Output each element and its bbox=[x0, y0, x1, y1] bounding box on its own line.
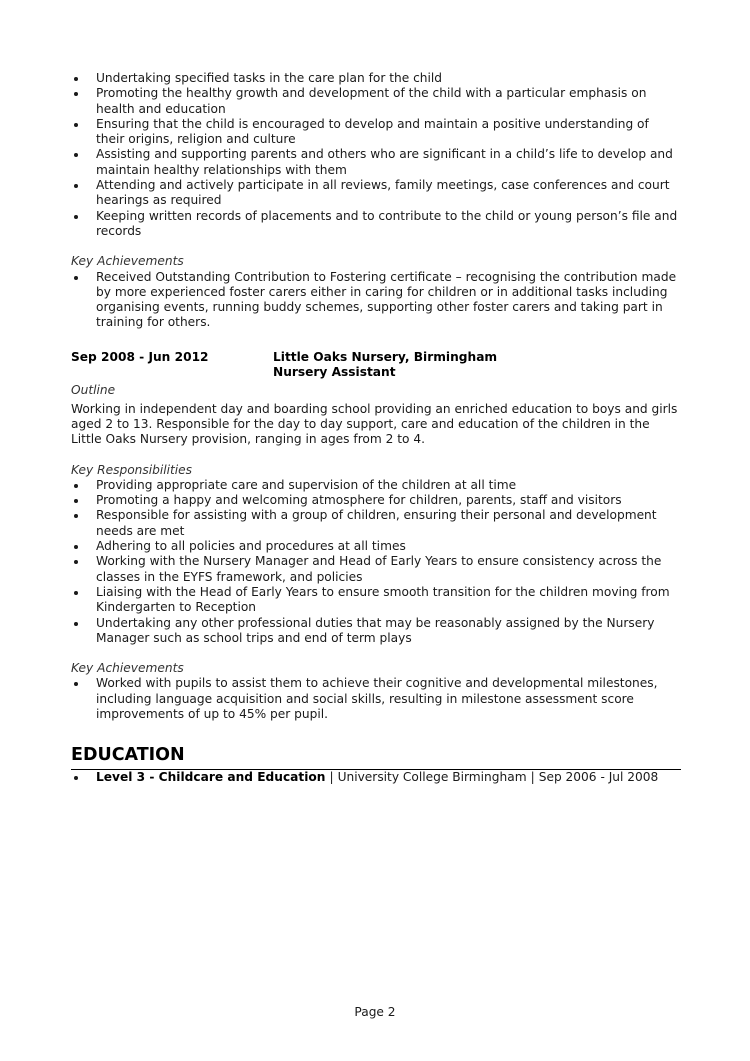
education-list bbox=[71, 770, 681, 785]
education-institution: University College Birmingham bbox=[337, 770, 527, 785]
education-separator: | bbox=[329, 770, 334, 785]
list-item: Liaising with the Head of Early Years to ensure smooth transition for the children moving from Kindergarten to Reception bbox=[71, 585, 681, 616]
prev-job-achievements-heading: Key Achievements bbox=[71, 254, 184, 269]
education-separator: | bbox=[530, 770, 535, 785]
list-item: Responsible for assisting with a group of children, ensuring their personal and development needs are met bbox=[71, 508, 681, 539]
job-achievements-list bbox=[71, 676, 681, 722]
list-item: Providing appropriate care and supervision of the children at all time bbox=[71, 478, 681, 493]
list-item: Undertaking any other professional duties that may be reasonably assigned by the Nursery Manager such as school trips and end of term plays bbox=[71, 616, 681, 647]
job-responsibilities-heading: Key Responsibilities bbox=[71, 462, 193, 477]
list-item: Assisting and supporting parents and others who are significant in a child’s life to develop and maintain healthy relationships with them bbox=[71, 147, 681, 178]
list-item: Promoting the healthy growth and development of the child with a particular emphasis on health and education bbox=[71, 86, 681, 117]
job-dates: Sep 2008 - Jun 2012 bbox=[71, 349, 209, 364]
job-outline-text: Working in independent day and boarding school providing an enriched education to boys and girls aged 2 to 13. Responsible for the day to day support, care and education of the children in the Little Oaks Nursery provision, ranging in ages from 2 to 4. bbox=[71, 401, 678, 447]
list-item: Keeping written records of placements and to contribute to the child or young person’s file and records bbox=[71, 209, 681, 240]
job-achievements-heading: Key Achievements bbox=[71, 661, 184, 676]
job-employer: Little Oaks Nursery, Birmingham bbox=[273, 349, 498, 364]
list-item: Working with the Nursery Manager and Head of Early Years to ensure consistency across the classes in the EYFS framework, and policies bbox=[71, 554, 681, 585]
education-dates: Sep 2006 - Jul 2008 bbox=[538, 770, 659, 785]
job-info bbox=[273, 350, 497, 381]
job-outline-heading: Outline bbox=[71, 383, 116, 398]
job-header bbox=[71, 350, 681, 381]
list-item: Worked with pupils to assist them to achieve their cognitive and developmental milestones, including language acquisition and social skills, resulting in milestone assessment score improvements of up to 45% per pupil. bbox=[71, 676, 681, 722]
list-item: Ensuring that the child is encouraged to develop and maintain a positive understanding of their origins, religion and culture bbox=[71, 117, 681, 148]
prev-job-responsibilities-list bbox=[71, 71, 681, 239]
prev-job-achievements-list bbox=[71, 270, 681, 331]
education-section-title: EDUCATION bbox=[71, 744, 681, 770]
resume-page bbox=[71, 71, 681, 786]
job-title: Nursery Assistant bbox=[273, 365, 396, 380]
education-qualification: Level 3 - Childcare and Education bbox=[96, 770, 326, 785]
education-item bbox=[71, 770, 681, 785]
job-responsibilities-list bbox=[71, 478, 681, 646]
page-number: Page 2 bbox=[354, 1005, 396, 1019]
list-item: Promoting a happy and welcoming atmosphere for children, parents, staff and visitors bbox=[71, 493, 681, 508]
list-item: Adhering to all policies and procedures at all times bbox=[71, 539, 681, 554]
list-item: Attending and actively participate in all reviews, family meetings, case conferences and court hearings as required bbox=[71, 178, 681, 209]
list-item: Received Outstanding Contribution to Fostering certificate – recognising the contribution made by more experienced foster carers either in caring for children or in additional tasks including organising events, running buddy schemes, supporting other foster carers and taking part in training for others. bbox=[71, 270, 681, 331]
list-item: Undertaking specified tasks in the care plan for the child bbox=[71, 71, 681, 86]
